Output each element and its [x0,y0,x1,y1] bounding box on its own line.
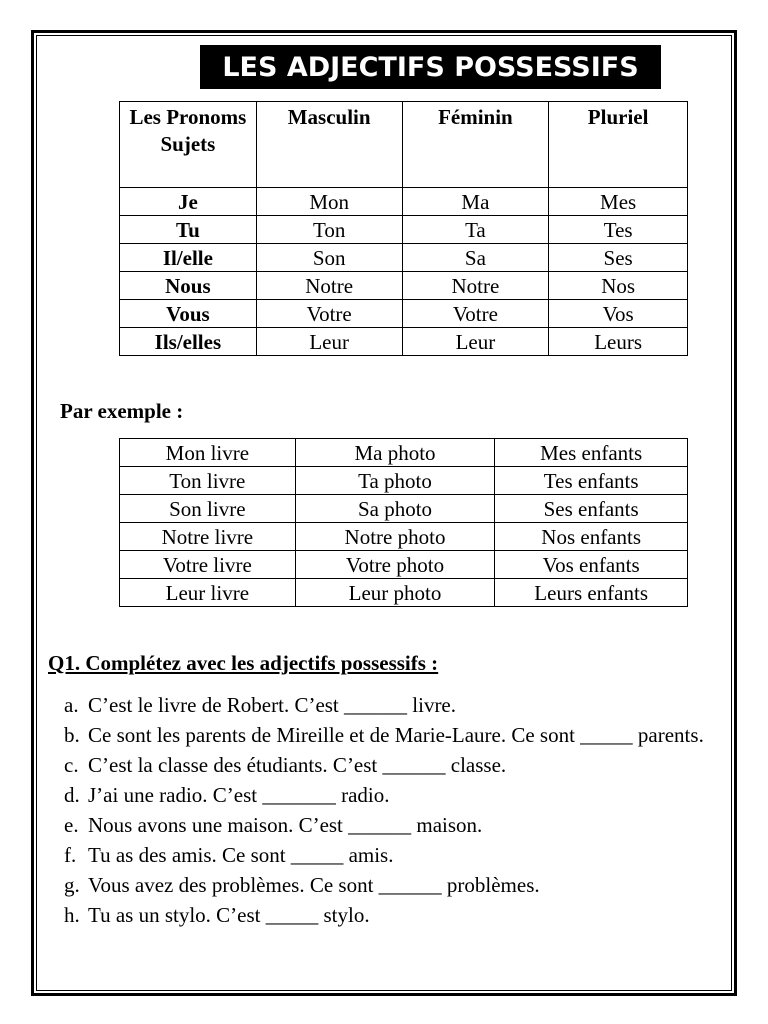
example-label: Par exemple : [60,399,184,423]
table-cell: Ma photo [295,439,495,467]
item-letter: d. [64,783,80,807]
table-cell: Notre [256,272,402,300]
table-row [120,328,688,356]
table-cell: Leurs [549,328,688,356]
item-text: J’ai une radio. C’est _______ radio. [88,783,390,807]
table-cell: Ses enfants [495,495,688,523]
table-cell: Leur photo [295,579,495,607]
list-item [64,750,704,780]
table-cell: Ta [402,216,549,244]
table-row [120,188,688,216]
item-letter: b. [64,723,80,747]
item-letter: h. [64,903,80,927]
subject-cell: Tu [120,216,257,244]
table-cell: Notre livre [120,523,296,551]
item-letter: g. [64,873,80,897]
table-row [120,523,688,551]
table-row [120,551,688,579]
table-cell: Sa photo [295,495,495,523]
table-cell: Nos enfants [495,523,688,551]
table-cell: Votre [402,300,549,328]
table-cell: Son [256,244,402,272]
subject-cell: Nous [120,272,257,300]
page-title: LES ADJECTIFS POSSESSIFS [222,51,639,83]
question-list [64,690,704,930]
table-cell: Tes [549,216,688,244]
table-row [120,216,688,244]
table-cell: Notre [402,272,549,300]
table-row [120,300,688,328]
table-cell: Vos [549,300,688,328]
table-cell: Ton livre [120,467,296,495]
table-cell: Leur livre [120,579,296,607]
item-letter: a. [64,693,79,717]
item-text: C’est le livre de Robert. C’est ______ livre. [88,693,457,717]
table-cell: Leur [256,328,402,356]
table-cell: Votre photo [295,551,495,579]
table-cell: Son livre [120,495,296,523]
table-row [120,272,688,300]
list-item [64,900,704,930]
table-cell: Ses [549,244,688,272]
list-item [64,780,704,810]
list-item [64,840,704,870]
table-cell: Mes enfants [495,439,688,467]
item-text: Vous avez des problèmes. Ce sont ______ problèmes. [88,873,540,897]
question-title: Q1. Complétez avec les adjectifs possessifs : [48,651,439,675]
table-cell: Votre [256,300,402,328]
header-cell: Les Pronoms Sujets [120,102,257,188]
table-cell: Mes [549,188,688,216]
item-text: Nous avons une maison. C’est ______ maison. [88,813,483,837]
subject-cell: Il/elle [120,244,257,272]
list-item [64,810,704,840]
item-letter: c. [64,753,79,777]
subject-cell: Je [120,188,257,216]
table-row [120,439,688,467]
table-cell: Ton [256,216,402,244]
item-text: C’est la classe des étudiants. C’est ______ classe. [88,753,507,777]
table-row [120,467,688,495]
examples-table [119,438,688,607]
table-cell: Nos [549,272,688,300]
table-cell: Vos enfants [495,551,688,579]
item-text: Ce sont les parents de Mireille et de Marie-Laure. Ce sont _____ parents. [88,723,704,747]
table-cell: Leur [402,328,549,356]
title-banner [200,45,661,89]
item-letter: f. [64,843,77,867]
table-cell: Sa [402,244,549,272]
table-row [120,244,688,272]
table-row [120,579,688,607]
item-text: Tu as des amis. Ce sont _____ amis. [88,843,394,867]
subject-cell: Vous [120,300,257,328]
list-item [64,690,704,720]
table-cell: Ma [402,188,549,216]
table-cell: Tes enfants [495,467,688,495]
table-cell: Ta photo [295,467,495,495]
table-cell: Mon livre [120,439,296,467]
header-cell: Pluriel [549,102,688,188]
table-row [120,495,688,523]
pronouns-table [119,101,688,356]
item-letter: e. [64,813,79,837]
table-cell: Votre livre [120,551,296,579]
header-cell: Masculin [256,102,402,188]
table-cell: Mon [256,188,402,216]
list-item [64,720,704,750]
pronouns-table-header-row [120,102,688,188]
table-cell: Notre photo [295,523,495,551]
header-cell: Féminin [402,102,549,188]
table-cell: Leurs enfants [495,579,688,607]
item-text: Tu as un stylo. C’est _____ stylo. [88,903,370,927]
list-item [64,870,704,900]
subject-cell: Ils/elles [120,328,257,356]
